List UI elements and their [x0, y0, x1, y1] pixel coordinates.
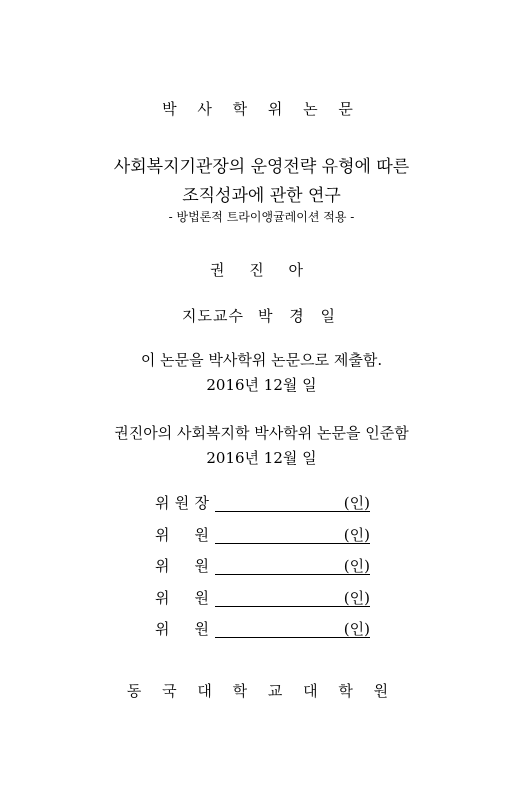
committee-role: 위 원 장	[155, 494, 209, 512]
thesis-title-line-1: 사회복지기관장의 운영전략 유형에 따른	[113, 157, 410, 177]
advisor-name: 박 경 일	[257, 307, 341, 325]
seal-mark: (인)	[343, 620, 370, 638]
committee-role: 위 원	[155, 525, 209, 544]
degree-label: 박 사 학 위 논 문	[162, 100, 361, 118]
thesis-subtitle: - 방법론적 트라이앵귤레이션 적용 -	[168, 210, 355, 224]
university-name: 동 국 대 학 교 대 학 원	[126, 682, 397, 700]
certification-statement: 권진아의 사회복지학 박사학위 논문을 인준함	[114, 424, 409, 442]
seal-mark: (인)	[343, 557, 370, 575]
submission-statement: 이 논문을 박사학위 논문으로 제출함.	[140, 351, 383, 369]
seal-mark: (인)	[343, 494, 370, 512]
committee-member-row	[155, 522, 375, 554]
committee-role: 위 원	[155, 620, 209, 638]
committee-signature-block	[155, 490, 375, 648]
submission-date: 2016년 12월 일	[206, 376, 317, 394]
author-name: 권 진 아	[209, 261, 313, 279]
certification-date: 2016년 12월 일	[206, 449, 317, 467]
committee-role: 위 원	[155, 588, 209, 607]
committee-role: 위 원	[155, 557, 209, 575]
committee-member-row	[155, 553, 375, 585]
committee-member-row	[155, 616, 375, 648]
advisor-label: 지도교수	[182, 307, 244, 325]
committee-member-row	[155, 585, 375, 617]
committee-chair-row	[155, 490, 375, 522]
thesis-title-line-2: 조직성과에 관한 연구	[182, 186, 341, 206]
seal-mark: (인)	[343, 588, 370, 607]
advisor-line	[0, 305, 523, 326]
seal-mark: (인)	[343, 525, 370, 544]
